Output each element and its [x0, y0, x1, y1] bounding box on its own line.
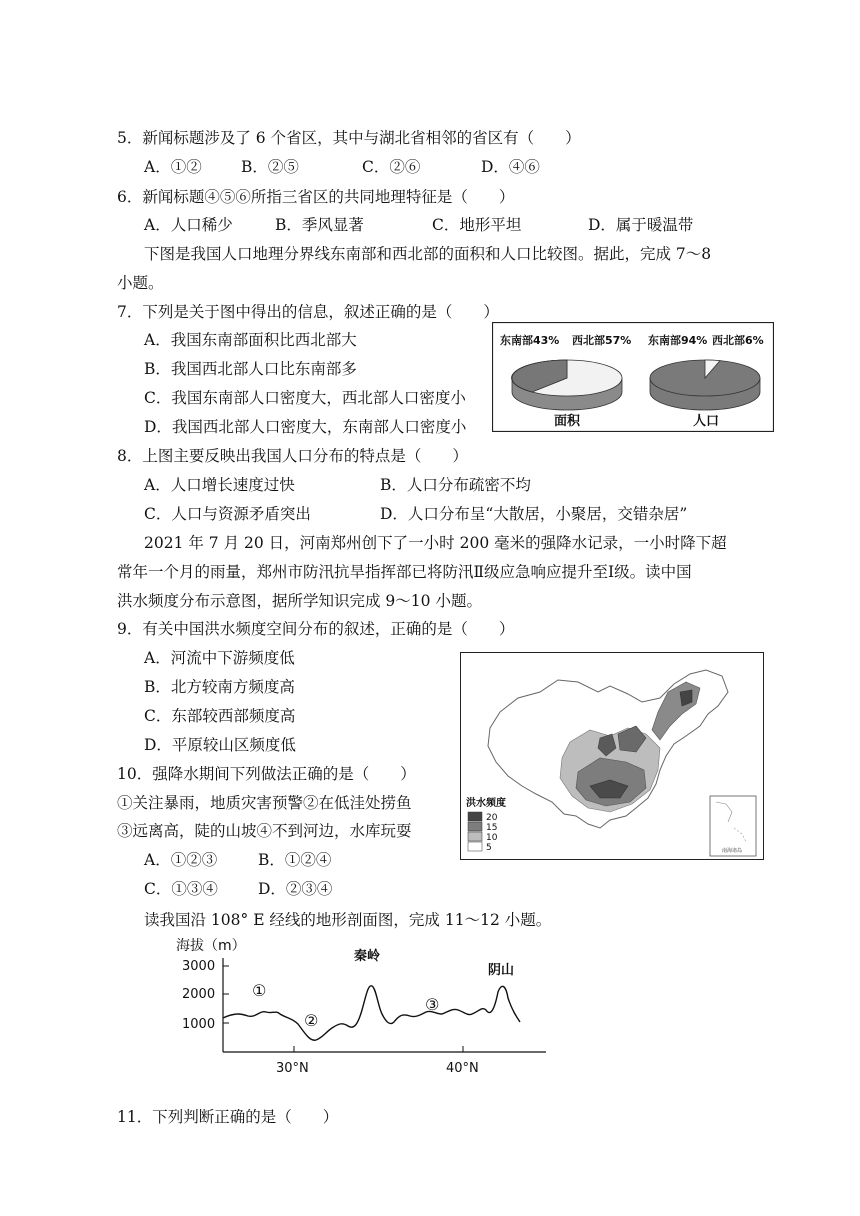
q7-option-c: C．我国东南部人口密度大，西北部人口密度小: [144, 389, 466, 407]
q7-stem: 7．下列是关于图中得出的信息，叙述正确的是（ ）: [117, 303, 499, 321]
q9-option-c: C．东部较西部频度高: [144, 707, 296, 725]
legend-label-5: 5: [486, 843, 492, 853]
q5-option-d: D．④⑥: [481, 158, 540, 176]
q9-option-d: D．平原较山区频度低: [144, 736, 296, 754]
profile-svg: [176, 930, 556, 1078]
legend-swatch-10: [468, 832, 482, 841]
q8-option-d: D．人口分布呈“大散居，小聚居，交错杂居”: [380, 505, 688, 523]
ytick-2000: 2000: [182, 987, 216, 1002]
legend-swatch-5: [468, 842, 482, 851]
intro-7-8-line2: 小题。: [117, 274, 164, 292]
pie-figure-svg: [492, 322, 774, 432]
q5-stem: 5．新闻标题涉及了 6 个省区，其中与湖北省相邻的省区有（ ）: [117, 129, 581, 147]
q6-stem: 6．新闻标题④⑤⑥所指三省区的共同地理特征是（ ）: [117, 188, 515, 206]
q9-option-a: A．河流中下游频度低: [144, 649, 295, 667]
legend-label-15: 15: [486, 823, 498, 833]
area-pie: [512, 360, 622, 410]
xtick-30n: 30°N: [276, 1061, 309, 1076]
south-china-sea-inset: [710, 796, 756, 856]
inset-caption: 南海诸岛: [722, 848, 743, 854]
q11-stem: 11．下列判断正确的是（ ）: [117, 1108, 339, 1126]
q9-option-b: B．北方较南方频度高: [144, 678, 295, 696]
q7-option-d: D．我国西北部人口密度大，东南部人口密度小: [144, 418, 467, 436]
legend-label-10: 10: [486, 833, 498, 843]
q6-option-a: A．人口稀少: [144, 216, 233, 234]
q5-option-a: A．①②: [144, 158, 202, 176]
xtick-40n: 40°N: [446, 1061, 479, 1076]
flood-frequency-map: [460, 652, 764, 860]
q8-option-a: A．人口增长速度过快: [144, 476, 295, 494]
q10-option-c: C．①③④: [144, 880, 218, 898]
label-qinling: 秦岭: [354, 949, 381, 964]
q5-option-c: C．②⑥: [362, 158, 421, 176]
q6-option-b: B．季风显著: [275, 216, 364, 234]
q7-option-a: A．我国东南部面积比西北部大: [144, 331, 357, 349]
q10-option-d: D．②③④: [258, 880, 333, 898]
q9-stem: 9．有关中国洪水频度空间分布的叙述，正确的是（ ）: [117, 620, 515, 638]
legend-label-20: 20: [486, 813, 498, 823]
population-right-label: 西北部6%: [712, 334, 764, 347]
marker-2: ②: [304, 1011, 319, 1030]
q8-option-b: B．人口分布疏密不均: [380, 476, 531, 494]
q8-stem: 8．上图主要反映出我国人口分布的特点是（ ）: [117, 447, 468, 465]
label-yinshan: 阴山: [488, 963, 515, 978]
q10-option-a: A．①②③: [144, 851, 218, 869]
intro-9-10-line1: 2021 年 7 月 20 日，河南郑州创下了一小时 200 毫米的强降水记录，一小时降下超: [144, 534, 727, 552]
ytick-3000: 3000: [182, 959, 216, 974]
q10-line2: ①关注暴雨，地质灾害预警②在低洼处捞鱼: [117, 794, 412, 812]
terrain-profile-line: [223, 986, 520, 1040]
q7-option-b: B．我国西北部人口比东南部多: [144, 360, 357, 378]
intro-9-10-line3: 洪水频度分布示意图，据所学知识完成 9～10 小题。: [117, 592, 482, 610]
ytick-1000: 1000: [182, 1017, 216, 1032]
marker-3: ③: [425, 995, 440, 1014]
area-population-pie-figure: [492, 322, 774, 432]
legend-title: 洪水频度: [466, 798, 506, 809]
flood-map-svg: [460, 652, 764, 860]
population-pie: [650, 360, 760, 410]
q10-line3: ③远离高，陡的山坡④不到河边，水库玩耍: [117, 822, 412, 840]
q6-option-d: D．属于暖温带: [588, 216, 694, 234]
q6-option-c: C．地形平坦: [432, 216, 522, 234]
population-caption: 人口: [693, 414, 720, 429]
legend-swatch-20: [468, 812, 482, 821]
intro-11-12: 读我国沿 108° E 经线的地形剖面图，完成 11～12 小题。: [144, 911, 552, 929]
terrain-profile-chart: [176, 930, 556, 1078]
area-right-label: 西北部57%: [572, 334, 632, 347]
q10-stem: 10．强降水期间下列做法正确的是（ ）: [117, 765, 416, 783]
intro-9-10-line2: 常年一个月的雨量，郑州市防汛抗旱指挥部已将防汛Ⅱ级应急响应提升至Ⅰ级。读中国: [117, 563, 692, 581]
marker-1: ①: [252, 981, 267, 1000]
legend-swatch-15: [468, 822, 482, 831]
area-left-label: 东南部43%: [500, 334, 560, 347]
population-left-label: 东南部94%: [648, 334, 708, 347]
profile-ylabel: 海拔（m）: [176, 938, 246, 954]
q10-option-b: B．①②④: [258, 851, 332, 869]
intro-7-8-line1: 下图是我国人口地理分界线东南部和西北部的面积和人口比较图。据此，完成 7～8: [144, 245, 712, 263]
area-caption: 面积: [554, 414, 581, 429]
q5-option-b: B．②⑤: [241, 158, 299, 176]
q8-option-c: C．人口与资源矛盾突出: [144, 505, 311, 523]
